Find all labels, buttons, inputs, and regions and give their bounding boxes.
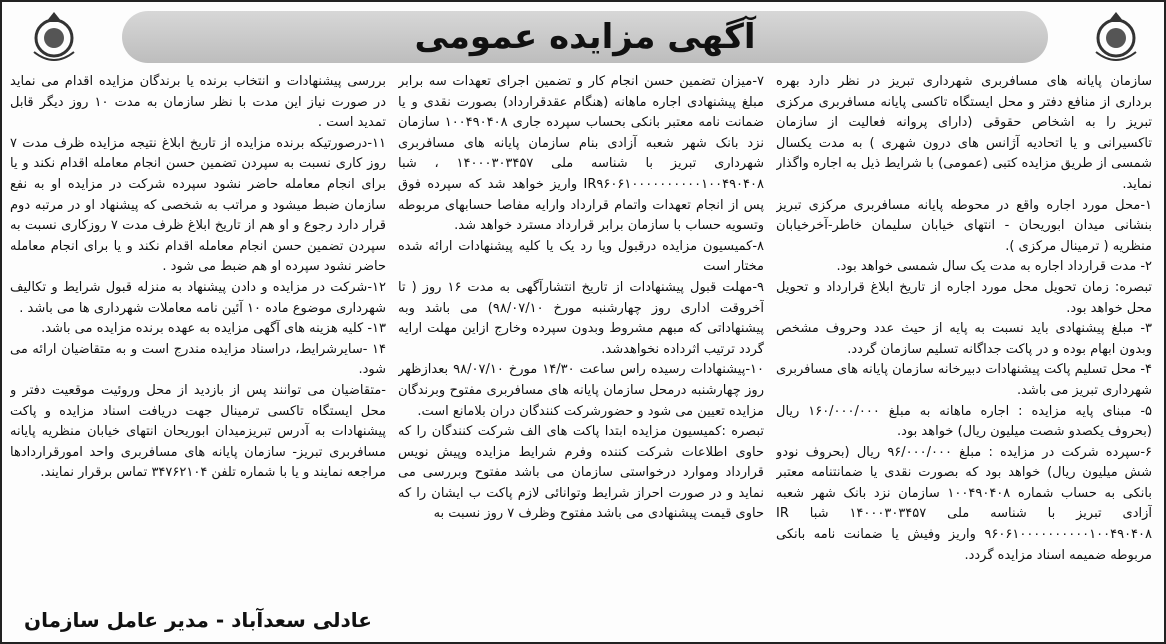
- clause-paragraph: ۶-سپرده شرکت در مزایده : مبلغ ۹۶/۰۰۰/۰۰۰ ریال (بحروف نودو شش میلیون ریال) خواهد بود که بصورت نقدی یا ضمانتنامه معتبر بانکی به حساب شماره ۱۰۰۴۹۰۴۰۸ سازمان نزد بانک شهر شعبه آزادی تبریز با شناسه ملی ۱۴۰۰۰۳۰۳۴۵۷ شبا IR ۹۶۰۶۱۰۰۰۰۰۰۰۰۰۰۱۰۰۴۹۰۴۰۸ واریز وفیش یا ضمانت نامه بانکی مربوطه ضمیمه اسناد مزایده گردد.: [776, 444, 1152, 563]
- clause-paragraph: ۷-میزان تضمین حسن انجام کار و تضمین اجرای تعهدات سه برابر مبلغ پیشنهادی اجاره ماهانه (هنگام عقدقرارداد) بصورت نقدی و یا ضمانت نامه معتبر بانکی بحساب سپرده جاری ۱۰۰۴۹۰۴۰۸ سازمان نزد بانک شهر شعبه آزادی بنام سازمان پایانه های مسافربری شهرداری تبریز با شناسه ملی ۱۴۰۰۰۳۰۳۴۵۷ ، شبا IR۹۶۰۶۱۰۰۰۰۰۰۰۰۰۰۱۰۰۴۹۰۴۰۸ واریز خواهد شد که سپرده فوق پس از انجام تعهدات واتمام قرارداد وارایه مفاصا حسابهای مربوطه وتسویه حساب با سازمان برابر قرارداد مسترد خواهد شد.: [398, 74, 764, 234]
- clause-paragraph: ۱-محل مورد اجاره واقع در محوطه پایانه مسافربری مرکزی تبریز بنشانی میدان ابوریحان - انتهای خیابان سلیمان خاطر-آخرخیابان منظریه ( ترمینال مرکزی ).: [776, 197, 1152, 254]
- clause-paragraph: تبصره: زمان تحویل محل مورد اجاره از تاریخ ابلاغ قرارداد و تحویل محل خواهد بود.: [776, 279, 1152, 316]
- clause-paragraph: ۲- مدت قرارداد اجاره به مدت یک سال شمسی خواهد بود.: [836, 259, 1152, 275]
- column-right: [776, 72, 1152, 628]
- organization-logo-right: [1086, 8, 1146, 70]
- organization-logo-left: [24, 8, 84, 70]
- notice-title: آگهی مزایده عمومی: [414, 17, 756, 57]
- clause-paragraph: -متقاضیان می توانند پس از بازدید از محل وروئیت موقعیت دفتر و محل ایستگاه تاکسی ترمینال جهت دریافت اسناد مزایده و پاکت پیشنهادات به آدرس تبریزمیدان ابوریحان انتهای خیابان منظریه پایانه مسافربری تبریز- سازمان پایانه های مسافربری واحد امورقراردادها مراجعه نمایند و یا با شماره تلفن ۳۴۷۶۲۱۰۴ تماس برقرار نمایند.: [10, 382, 386, 481]
- signature: عادلی سعدآباد - مدیر عامل سازمان: [24, 608, 372, 632]
- header: [2, 2, 1166, 74]
- column-middle: [398, 72, 764, 628]
- clause-paragraph: بررسی پیشنهادات و انتخاب برنده یا برندگان مزایده اقدام می نماید در صورت نیاز این مدت با نظر سازمان به مدت ۱۰ روز دیگر قابل تمدید است .: [10, 74, 386, 131]
- clause-paragraph: ۸-کمیسیون مزایده درقبول ویا رد یک یا کلیه پیشنهادات ارائه شده مختار است: [398, 238, 764, 275]
- clause-paragraph: سازمان پایانه های مسافربری شهرداری تبریز در نظر دارد بهره برداری از منافع دفتر و محل ایستگاه تاکسی پایانه مسافربری مرکزی تبریز را به اشخاص حقوقی (دارای پروانه فعالیت از سازمان تاکسیرانی و یا اتحادیه آژانس های درون شهری ) به مدت یکسال شمسی از طریق مزایده کتبی (عمومی) با شرایط ذیل به اجاره واگذار نماید.: [776, 74, 1152, 192]
- clause-paragraph: ۱۳- کلیه هزینه های آگهی مزایده به عهده برنده مزایده می باشد.: [41, 321, 386, 337]
- clause-paragraph: ۹-مهلت قبول پیشنهادات از تاریخ انتشارآگهی به مدت ۱۶ روز ( تا آخروقت اداری روز چهارشنبه مورخ ۹۸/۰۷/۱۰) می باشد وبه پیشنهاداتی که مبهم مشروط وبدون سپرده وخارج ازاین مهلت ارایه گردد ترتیب اثرداده نخواهدشد.: [398, 279, 764, 357]
- clause-paragraph: ۵- مبنای پایه مزایده : اجاره ماهانه به مبلغ ۱۶۰/۰۰۰/۰۰۰ ریال (بحروف یکصدو شصت میلیون ریال) خواهد بود.: [776, 403, 1152, 440]
- clause-paragraph: ۳- مبلغ پیشنهادی باید نسبت به پایه از حیث عدد وحروف مشخص وبدون ابهام بوده و در پاکت جداگانه تسلیم سازمان گردد.: [776, 321, 1152, 357]
- clause-paragraph: ۱۱-درصورتیکه برنده مزایده از تاریخ ابلاغ نتیجه مزایده ظرف مدت ۷ روز کاری نسبت به سپردن تضمین حسن انجام معامله اقدام نکند و یا برای انجام معامله حاضر نشود سپرده شرکت در مزایده او به نفع سازمان ضبط میشود و مراتب به شخصی که پیشنهاد او در مرتبه دوم قرار دارد رجوع و او هم از تاریخ ابلاغ ظرف مدت ۷ روزکاری نسبت به سپردن تضمین حسن انجام معامله اقدام نکند و یا برای انجام معامله حاضر نشود سپرده او هم ضبط می شود .: [10, 135, 386, 275]
- clause-paragraph: تبصره :کمیسیون مزایده ابتدا پاکت های الف شرکت کنندگان را که حاوی اطلاعات شرکت کننده وفرم شرایط مزایده وپیش نویس قرارداد وموارد درخواستی سازمان می باشد مفتوح وبررسی می نماید و در صورت احراز شرایط وتوانائی لازم پاکت ب ایشان را که حاوی قیمت پیشنهادی می باشد مفتوح وظرف ۷ روز نسبت به: [398, 424, 764, 522]
- clause-paragraph: ۱۴ -سایرشرایط، دراسناد مزایده مندرج است و به متقاضیان ارائه می شود.: [10, 341, 386, 378]
- column-left: [10, 72, 386, 628]
- clause-paragraph: ۴- محل تسلیم پاکت پیشنهادات دبیرخانه سازمان پایانه های مسافربری شهرداری تبریز می باشد.: [776, 362, 1152, 398]
- clause-paragraph: ۱۰-پیشنهادات رسیده راس ساعت ۱۴/۳۰ مورخ ۹۸/۰۷/۱۰ بعدازظهر روز چهارشنبه درمحل سازمان پایانه های مسافربری مفتوح وبرندگان مزایده تعیین می شود و حضورشرکت کنندگان دران بلامانع است.: [398, 362, 764, 419]
- clause-paragraph: ۱۲-شرکت در مزایده و دادن پیشنهاد به منزله قبول شرایط و تکالیف شهرداری موضوع ماده ۱۰ آئین نامه معاملات شهرداری ها می باشد .: [10, 279, 386, 316]
- notice-title-banner: [122, 11, 1048, 63]
